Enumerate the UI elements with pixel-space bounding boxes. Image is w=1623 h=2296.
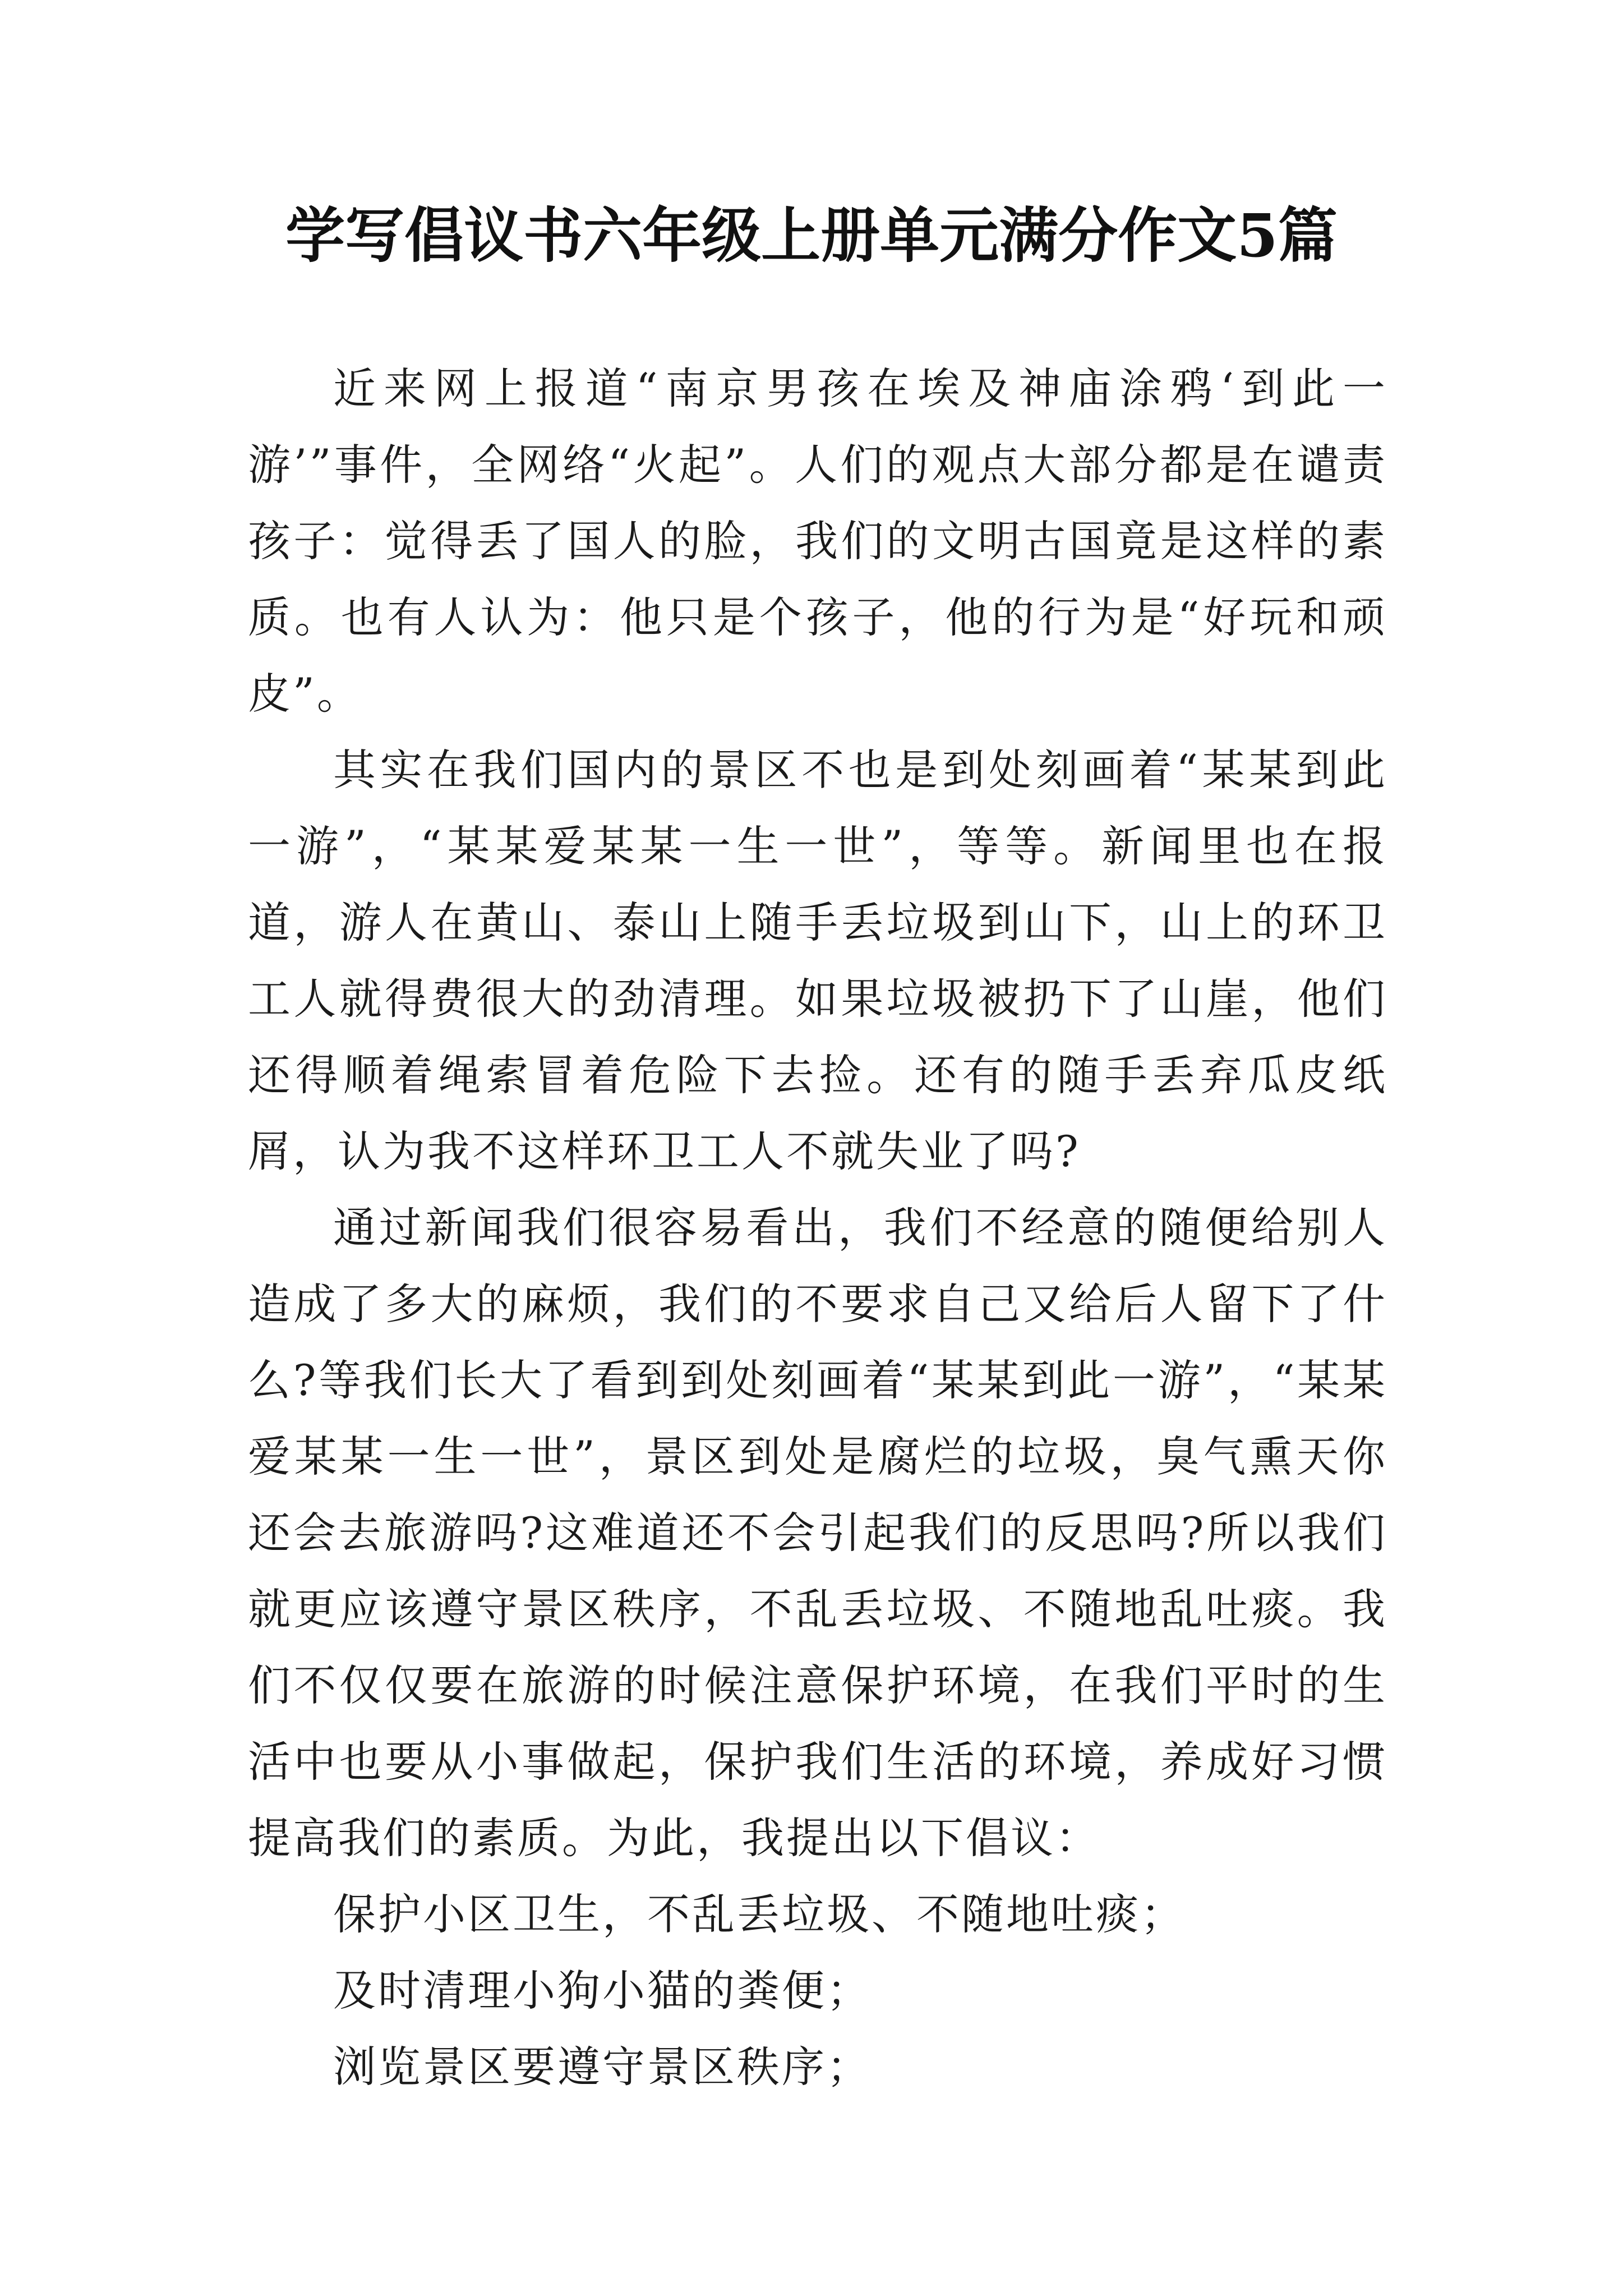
proposal-item-3: 浏览景区要遵守景区秩序； [333,2042,872,2092]
proposal-item-2: 及时清理小狗小猫的粪便； [333,1966,872,2016]
document-body [248,351,1387,2105]
document-title: 学写倡议书六年级上册单元满分作文5篇 [285,200,1338,270]
proposal-item-1: 保护小区卫生，不乱丢垃圾、不随地吐痰； [333,1889,1186,1939]
paragraph-3: 通过新闻我们很容易看出，我们不经意的随便给别人造成了多大的麻烦，我们的不要求自己又给后人留下了什么?等我们长大了看到到处刻画着“某某到此一游”，“某某爱某某一生一世”，景区到处是腐烂的垃圾，臭气熏天你还会去旅游吗?这难道还不会引起我们的反思吗?所以我们就更应该遵守景区秩序，不乱丢垃圾、不随地乱吐痰。我们不仅仅要在旅游的时候注意保护环境，在我们平时的生活中也要从小事做起，保护我们生活的环境，养成好习惯提高我们的素质。为此，我提出以下倡议： [248,1203,1387,1863]
paragraph-1: 近来网上报道“南京男孩在埃及神庙涂鸦‘到此一游’”事件，全网络“火起”。人们的观点大部分都是在谴责孩子：觉得丢了国人的脸，我们的文明古国竟是这样的素质。也有人认为：他只是个孩子，他的行为是“好玩和顽皮”。 [248,364,1387,719]
paragraph-2: 其实在我们国内的景区不也是到处刻画着“某某到此一游”，“某某爱某某一生一世”，等等。新闻里也在报道，游人在黄山、泰山上随手丢垃圾到山下，山上的环卫工人就得费很大的劲清理。如果垃圾被扔下了山崖，他们还得顺着绳索冒着危险下去捡。还有的随手丢弃瓜皮纸屑，认为我不这样环卫工人不就失业了吗? [248,745,1387,1176]
